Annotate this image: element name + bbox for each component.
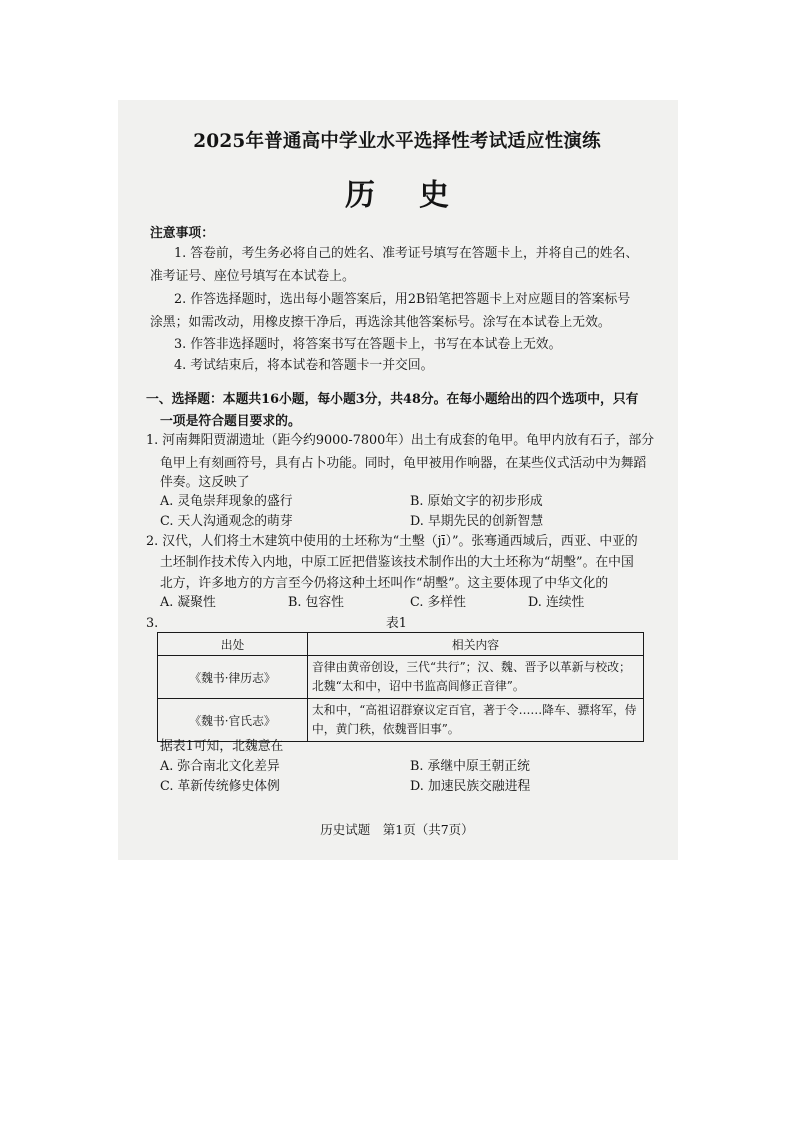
question-2-line: 北方，许多地方的方言至今仍将这种土坯叫作“胡墼”。这主要体现了中华文化的 [160, 576, 609, 591]
table-row [158, 699, 644, 742]
table-cell-content: 音律由黄帝创设，三代“共行”；汉、魏、晋予以革新与校改；北魏“太和中，诏中书监高闾修正音律”。 [308, 656, 644, 699]
question-1-option-a: A. 灵龟崇拜现象的盛行 [160, 494, 293, 509]
notes-item: 2. 作答选择题时，选出每小题答案后，用2B铅笔把答题卡上对应题目的答案标号 [174, 292, 631, 307]
table-cell-source: 《魏书·律历志》 [158, 656, 308, 699]
table-cell-source: 《魏书·官氏志》 [158, 699, 308, 742]
subject-title: 历史 [345, 178, 493, 213]
section-heading: 一、选择题：本题共16小题，每小题3分，共48分。在每小题给出的四个选项中，只有 [146, 392, 639, 407]
table-cell-content: 太和中，“高祖诏群寮议定百官，著于令……降车、骠将军，侍中，黄门秩，依魏晋旧事”。 [308, 699, 644, 742]
section-heading-cont: 一项是符合题目要求的。 [160, 414, 301, 429]
question-1-line: 伴奏。这反映了 [160, 475, 250, 490]
table-header-row [158, 633, 644, 656]
question-2-line: 2. 汉代，人们将土木建筑中使用的土坯称为“土墼（jī）”。张骞通西域后，西亚、中亚的 [146, 534, 638, 549]
question-2-option-d: D. 连续性 [528, 595, 585, 610]
notes-item: 准考证号、座位号填写在本试卷上。 [150, 269, 355, 284]
data-table [157, 632, 644, 742]
question-1-line: 1. 河南舞阳贾湖遗址（距今约9000-7800年）出土有成套的龟甲。龟甲内放有石子，部分 [146, 433, 655, 448]
page-footer: 历史试题 第1页（共7页） [320, 822, 474, 837]
question-3-option-a: A. 弥合南北文化差异 [160, 759, 280, 774]
question-3-option-b: B. 承继中原王朝正统 [410, 759, 530, 774]
table-caption: 表1 [386, 616, 407, 631]
question-2-option-b: B. 包容性 [288, 595, 344, 610]
exam-title: 2025年普通高中学业水平选择性考试适应性演练 [193, 131, 601, 152]
question-3-stem: 据表1可知，北魏意在 [160, 739, 284, 754]
question-2-line: 土坯制作技术传入内地，中原工匠把借鉴该技术制作出的大土坯称为“胡墼”。在中国 [160, 555, 634, 570]
question-1-line: 龟甲上有刻画符号，具有占卜功能。同时，龟甲被用作响器，在某些仪式活动中为舞蹈 [160, 456, 647, 471]
question-2-option-c: C. 多样性 [410, 595, 466, 610]
notes-item: 涂黑；如需改动，用橡皮擦干净后，再选涂其他答案标号。涂写在本试卷上无效。 [150, 315, 611, 330]
notes-heading: 注意事项： [150, 226, 214, 241]
table-header-source: 出处 [158, 633, 308, 656]
question-1-option-d: D. 早期先民的创新智慧 [410, 514, 544, 529]
question-3-option-d: D. 加速民族交融进程 [410, 779, 531, 794]
question-2-option-a: A. 凝聚性 [160, 595, 216, 610]
question-3-option-c: C. 革新传统修史体例 [160, 779, 280, 794]
question-3-number: 3. [146, 616, 159, 631]
notes-item: 3. 作答非选择题时，将答案书写在答题卡上，书写在本试卷上无效。 [174, 337, 562, 352]
notes-item: 1. 答卷前，考生务必将自己的姓名、准考证号填写在答题卡上，并将自己的姓名、 [174, 246, 639, 261]
notes-item: 4. 考试结束后，将本试卷和答题卡一并交回。 [174, 358, 434, 373]
question-1-option-b: B. 原始文字的初步形成 [410, 494, 543, 509]
question-1-option-c: C. 天人沟通观念的萌芽 [160, 514, 293, 529]
table-row [158, 656, 644, 699]
table-header-content: 相关内容 [308, 633, 644, 656]
